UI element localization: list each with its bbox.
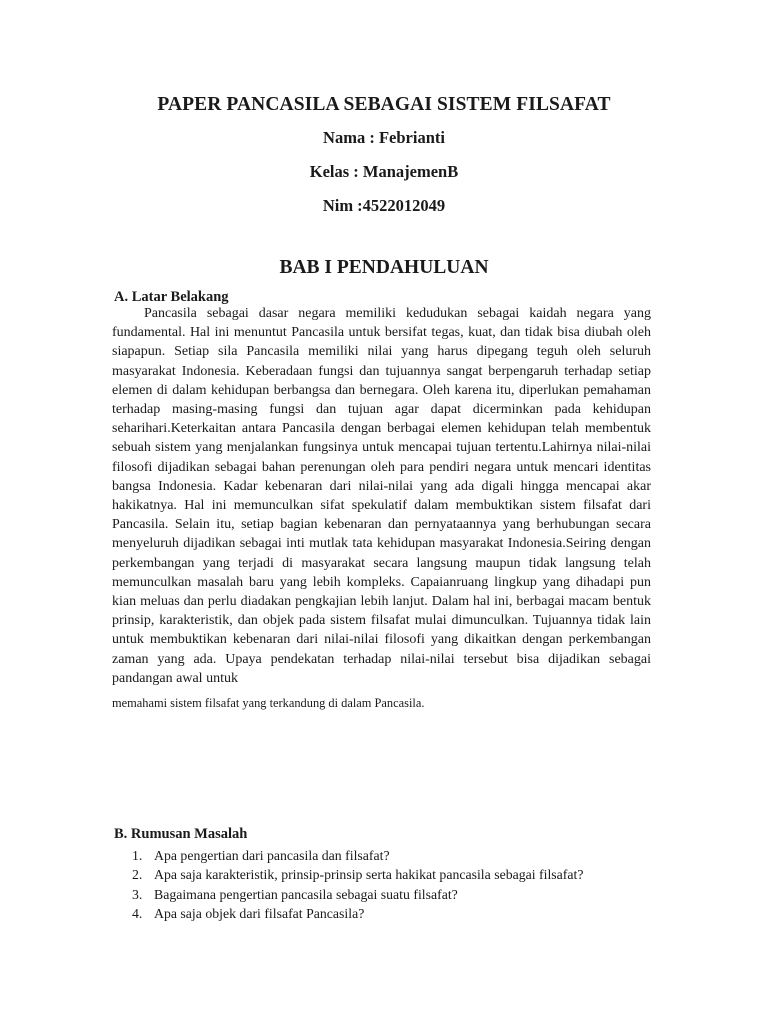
author-nim: Nim :4522012049	[322, 196, 446, 215]
problem-list	[132, 846, 583, 924]
list-item-text: Apa pengertian dari pancasila dan filsafat?	[154, 848, 390, 863]
document-title: PAPER PANCASILA SEBAGAI SISTEM FILSAFAT	[157, 94, 611, 115]
section-b-heading: B. Rumusan Masalah	[114, 826, 248, 842]
list-item-number: 2.	[132, 867, 143, 883]
background-paragraph-tail: memahami sistem filsafat yang terkandung di dalam Pancasila.	[112, 696, 425, 710]
list-item	[132, 885, 583, 904]
author-class: Kelas : ManajemenB	[309, 162, 459, 181]
list-item	[132, 904, 583, 923]
list-item-text: Apa saja karakteristik, prinsip-prinsip serta hakikat pancasila sebagai filsafat?	[154, 867, 584, 883]
list-item-number: 1.	[132, 848, 143, 863]
list-item-text: Bagaimana pengertian pancasila sebagai suatu filsafat?	[154, 886, 458, 902]
list-item-number: 4.	[132, 906, 143, 922]
list-item-number: 3.	[132, 886, 143, 902]
author-name: Nama : Febrianti	[323, 128, 445, 147]
list-item-text: Apa saja objek dari filsafat Pancasila?	[154, 906, 365, 922]
list-item	[132, 846, 583, 865]
list-item	[132, 865, 583, 884]
section-a-heading: A. Latar Belakang	[114, 289, 229, 305]
background-paragraph: Pancasila sebagai dasar negara memiliki kedudukan sebagai kaidah negara yang fundamental. Hal ini menuntut Pancasila untuk bersifat tegas, kuat, dan tidak bisa diubah oleh siapapun. Setiap sila Pancasila memiliki nilai yang harus dipegang teguh oleh seluruh masyarakat Indonesia. Keberadaan fungsi dan tujuannya sangat berpengaruh terhadap setiap elemen di dalam kehidupan berbangsa dan bernegara. Oleh karena itu, diperlukan pemahaman terhadap masing-masing fungsi dan tujuan agar dapat dicerminkan pada kehidupan seharihari.Keterkaitan antara Pancasila dengan berbagai elemen kehidupan telah membentuk sebuah sistem yang menjalankan fungsinya untuk mencapai tujuan tertentu.Lahirnya nilai-nilai filosofi dijadikan sebagai bahan perenungan oleh para pendiri negara untuk mencari identitas bangsa Indonesia. Kadar kebenaran dari nilai-nilai yang ada digali hingga mencapai akar hakikatnya. Hal ini memunculkan sifat spekulatif dalam membuktikan sistem filsafat dari Pancasila. Selain itu, setiap bagian kebenaran dan pernyataannya yang berhubungan secara menyeluruh dijadikan sebagai inti mutlak tata kehidupan masyarakat Indonesia.Seiring dengan perkembangan yang terjadi di masyarakat secara langsung maupun tidak langsung telah memunculkan masalah baru yang lebih kompleks. Capaianruang lingkup yang dihadapi pun kian meluas dan perlu diadakan pengkajian lebih lanjut. Dalam hal ini, berbagai macam bentuk prinsip, karakteristik, dan objek pada sistem filsafat mulai dimunculkan. Tujuannya tidak lain untuk membuktikan kebenaran dari nilai-nilai filosofi yang dikaitkan dengan perkembangan zaman yang ada. Upaya pendekatan terhadap nilai-nilai tersebut bisa dijadikan sebagai pandangan awal untuk	[112, 306, 651, 686]
chapter-title: BAB I PENDAHULUAN	[279, 257, 489, 278]
